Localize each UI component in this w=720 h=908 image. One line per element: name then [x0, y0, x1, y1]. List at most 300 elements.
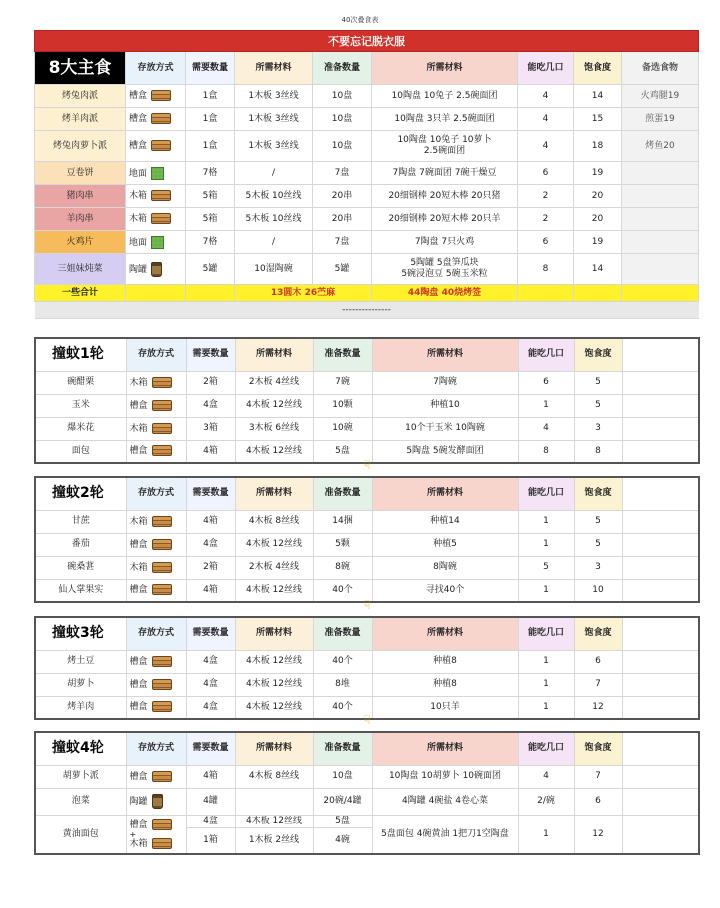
header-satiety: 饱食度 [574, 52, 622, 85]
food-name: 烤土豆 [35, 650, 126, 673]
jar-icon [152, 794, 163, 809]
blank-cell [622, 650, 699, 673]
satiety-value: 7 [574, 673, 622, 696]
materials: 1木板 3丝线 [235, 85, 313, 108]
food-name: 火鸡片 [35, 231, 126, 254]
table-row [35, 765, 699, 788]
satiety-value: 20 [574, 185, 622, 208]
crate-icon [151, 140, 171, 151]
materials [235, 788, 313, 815]
people-count: 8 [518, 440, 574, 463]
need-quantity: 5罐 [186, 254, 235, 285]
people-count: 1 [518, 650, 574, 673]
need-quantity: 1箱 [186, 827, 235, 854]
crate-icon [152, 819, 172, 830]
materials-2: 10陶盘 10胡萝卜 10碗面团 [372, 765, 518, 788]
prep-quantity: 14捆 [313, 510, 372, 533]
people-count: 1 [518, 696, 574, 719]
storage-label: 木箱 [129, 377, 148, 388]
satiety-value: 8 [574, 440, 622, 463]
header-store: 存放方式 [126, 338, 186, 371]
storage-label: 陶罐 [129, 797, 148, 807]
materials-2: 5盘面包 4碗黄油 1把刀1空陶盘 [372, 815, 518, 854]
satiety-value: 20 [574, 208, 622, 231]
header-alternative: 备选食物 [622, 52, 699, 85]
storage-method [126, 162, 186, 185]
satiety-value: 5 [574, 533, 622, 556]
table-row [35, 185, 699, 208]
alternative-food [622, 162, 699, 185]
alternative-food [622, 254, 699, 285]
materials: 1木板 3丝线 [235, 131, 313, 162]
materials: 1木板 2丝线 [235, 827, 313, 854]
materials-2: 7陶盘 7只火鸡 [372, 231, 518, 254]
food-name: 烤羊肉派 [35, 108, 126, 131]
materials: 5木板 10丝线 [235, 185, 313, 208]
header-store: 存放方式 [126, 732, 186, 765]
materials: 4木板 12丝线 [235, 394, 313, 417]
down-arrow-icon: ☟ [363, 713, 371, 727]
blank-cell [622, 617, 699, 650]
satiety-value: 15 [574, 108, 622, 131]
need-quantity: 2箱 [186, 371, 235, 394]
alternative-food: 煎蛋19 [622, 108, 699, 131]
food-name: 碗醋栗 [35, 371, 126, 394]
materials: 4木板 8丝线 [235, 765, 313, 788]
materials-2-line: 5陶罐 5盘笋瓜块 [410, 258, 479, 268]
crate-icon [152, 584, 172, 595]
materials: 5木板 10丝线 [235, 208, 313, 231]
satiety-value: 5 [574, 371, 622, 394]
prep-quantity: 10碗 [313, 417, 372, 440]
storage-label: 木箱 [129, 562, 148, 573]
food-name: 仙人掌果实 [35, 579, 126, 602]
storage-label: 槽盒 [129, 656, 148, 667]
crate-icon [152, 838, 172, 849]
food-name: 面包 [35, 440, 126, 463]
need-quantity: 4盒 [186, 696, 235, 719]
people-count: 6 [518, 162, 574, 185]
satiety-value: 12 [574, 696, 622, 719]
crate-icon [151, 113, 171, 124]
round-title: 撞蚊1轮 [35, 338, 126, 371]
table-row [35, 394, 699, 417]
people-count: 1 [518, 673, 574, 696]
header-prep: 准备数量 [313, 52, 372, 85]
materials-2: 8陶碗 [372, 556, 518, 579]
crate-icon [151, 90, 171, 101]
materials-2-line: 10陶盘 10兔子 10萝卜 [397, 135, 492, 145]
people-count: 1 [518, 394, 574, 417]
storage-method [126, 650, 186, 673]
plus-sign: + [129, 829, 137, 839]
materials-2: 种植14 [372, 510, 518, 533]
header-need: 需要数量 [186, 732, 235, 765]
storage-label: 槽盒 [129, 819, 148, 830]
materials: 2木板 4丝线 [235, 371, 313, 394]
prep-quantity: 5盘 [313, 815, 372, 827]
header-materials: 所需材料 [235, 338, 313, 371]
need-quantity: 5箱 [186, 185, 235, 208]
storage-label: 槽盒 [129, 400, 148, 411]
satiety-value: 14 [574, 85, 622, 108]
people-count: 5 [518, 556, 574, 579]
need-quantity: 4箱 [186, 440, 235, 463]
round-title: 撞蚊4轮 [35, 732, 126, 765]
storage-method [126, 579, 186, 602]
food-name: 爆米花 [35, 417, 126, 440]
header-people: 能吃几口 [518, 732, 574, 765]
table-row [35, 208, 699, 231]
prep-quantity: 10盘 [313, 108, 372, 131]
grass-icon [151, 236, 164, 249]
satiety-value: 7 [574, 765, 622, 788]
table-row [35, 673, 699, 696]
total-label: 一些合计 [35, 285, 126, 302]
satiety-value: 5 [574, 394, 622, 417]
storage-label: 槽盒 [129, 141, 148, 151]
main-food-title: 8大主食 [35, 52, 126, 85]
people-count: 1 [518, 815, 574, 854]
storage-label: 槽盒 [129, 771, 148, 782]
food-name: 胡萝卜派 [35, 765, 126, 788]
header-prep: 准备数量 [313, 338, 372, 371]
table-row [35, 650, 699, 673]
reminder-banner: 不要忘记脱衣服 [35, 31, 699, 52]
food-name: 玉米 [35, 394, 126, 417]
storage-method [126, 185, 186, 208]
materials-2 [372, 131, 518, 162]
header-need: 需要数量 [186, 338, 235, 371]
storage-label: 木箱 [129, 516, 148, 527]
need-quantity: 1盒 [186, 108, 235, 131]
header-store: 存放方式 [126, 477, 186, 510]
people-count: 2 [518, 208, 574, 231]
round-table-4 [34, 731, 700, 855]
food-name: 甘蔗 [35, 510, 126, 533]
storage-label: 陶罐 [129, 264, 148, 275]
storage-method [126, 788, 186, 815]
header-materials-2: 所需材料 [372, 52, 518, 85]
people-count: 4 [518, 765, 574, 788]
prep-quantity: 10颗 [313, 394, 372, 417]
storage-method [126, 815, 186, 854]
round-table-3 [34, 616, 700, 720]
materials-2: 4陶罐 4碗盐 4卷心菜 [372, 788, 518, 815]
header-satiety: 饱食度 [574, 732, 622, 765]
storage-label: 槽盒 [129, 114, 148, 124]
down-arrow-icon: ☟ [363, 598, 371, 612]
satiety-value: 12 [574, 815, 622, 854]
satiety-value: 6 [574, 650, 622, 673]
materials-2: 10个干玉米 10陶碗 [372, 417, 518, 440]
storage-label: 木箱 [129, 214, 148, 224]
crate-icon [152, 679, 172, 690]
materials: 4木板 12丝线 [235, 696, 313, 719]
storage-method [126, 696, 186, 719]
header-prep: 准备数量 [313, 732, 372, 765]
storage-method [126, 208, 186, 231]
need-quantity: 4箱 [186, 765, 235, 788]
prep-quantity: 40个 [313, 696, 372, 719]
storage-label: 槽盒 [129, 446, 148, 457]
header-materials-2: 所需材料 [372, 338, 518, 371]
food-name: 泡菜 [35, 788, 126, 815]
food-name: 猪肉串 [35, 185, 126, 208]
blank-cell [622, 510, 699, 533]
table-row [35, 788, 699, 815]
blank-cell [622, 338, 699, 371]
table-row [35, 533, 699, 556]
storage-label: 槽盒 [129, 585, 148, 596]
crate-icon [152, 516, 172, 527]
crate-icon [151, 190, 171, 201]
materials-2-line: 5碗浸泡豆 5碗玉米粒 [401, 269, 488, 279]
storage-method [126, 108, 186, 131]
people-count: 6 [518, 231, 574, 254]
need-quantity: 4盒 [186, 533, 235, 556]
table-row [35, 417, 699, 440]
header-people: 能吃几口 [518, 617, 574, 650]
materials: / [235, 231, 313, 254]
satiety-value: 3 [574, 417, 622, 440]
table-row [35, 162, 699, 185]
crate-icon [152, 445, 172, 456]
blank-cell [622, 371, 699, 394]
table-row [35, 371, 699, 394]
materials-2 [372, 254, 518, 285]
food-name: 番茄 [35, 533, 126, 556]
materials: 4木板 12丝线 [235, 533, 313, 556]
materials-2: 种植10 [372, 394, 518, 417]
header-satiety: 饱食度 [574, 338, 622, 371]
blank-cell [622, 394, 699, 417]
people-count: 1 [518, 533, 574, 556]
materials: 4木板 12丝线 [235, 440, 313, 463]
jar-icon [151, 262, 162, 277]
storage-label: 木箱 [129, 423, 148, 434]
prep-quantity: 7盘 [313, 162, 372, 185]
need-quantity: 2箱 [186, 556, 235, 579]
header-satiety: 饱食度 [574, 617, 622, 650]
alternative-food: 火鸡腿19 [622, 85, 699, 108]
people-count: 8 [518, 254, 574, 285]
header-materials-2: 所需材料 [372, 732, 518, 765]
need-quantity: 4箱 [186, 510, 235, 533]
prep-quantity: 20串 [313, 208, 372, 231]
blank-cell [622, 696, 699, 719]
people-count: 4 [518, 108, 574, 131]
blank-cell [622, 579, 699, 602]
storage-label: 地面 [129, 237, 148, 248]
round-table-1 [34, 337, 700, 464]
food-name: 烤兔肉派 [35, 85, 126, 108]
header-materials: 所需材料 [235, 52, 313, 85]
header-satiety: 饱食度 [574, 477, 622, 510]
blank-cell [622, 673, 699, 696]
prep-quantity: 8碗 [313, 556, 372, 579]
satiety-value: 10 [574, 579, 622, 602]
prep-quantity: 4碗 [313, 827, 372, 854]
storage-label: 槽盒 [129, 539, 148, 550]
need-quantity: 4箱 [186, 579, 235, 602]
blank-cell [622, 815, 699, 854]
materials-2: 7陶碗 [372, 371, 518, 394]
storage-method [126, 85, 186, 108]
prep-quantity: 20碗/4罐 [313, 788, 372, 815]
blank-cell [622, 417, 699, 440]
materials-2: 20细钢棒 20短木棒 20只猪 [372, 185, 518, 208]
header-people: 能吃几口 [518, 338, 574, 371]
need-quantity: 4盒 [186, 673, 235, 696]
storage-method [126, 673, 186, 696]
blank-cell [622, 556, 699, 579]
materials-2: 10陶盘 3只羊 2.5碗面团 [372, 108, 518, 131]
blank-cell [622, 533, 699, 556]
header-prep: 准备数量 [313, 477, 372, 510]
document-title: 40次叠食表 [341, 16, 379, 24]
header-prep: 准备数量 [313, 617, 372, 650]
satiety-value: 6 [574, 788, 622, 815]
header-need: 需要数量 [186, 52, 235, 85]
total-materials: 13圆木 26苎麻 [235, 285, 372, 302]
food-name: 羊肉串 [35, 208, 126, 231]
prep-quantity: 10盘 [313, 131, 372, 162]
blank-cell [622, 477, 699, 510]
prep-quantity: 5罐 [313, 254, 372, 285]
need-quantity: 1盒 [186, 131, 235, 162]
table-row [35, 556, 699, 579]
header-need: 需要数量 [186, 477, 235, 510]
materials: 2木板 4丝线 [235, 556, 313, 579]
food-name: 碗桑葚 [35, 556, 126, 579]
materials: 4木板 8丝线 [235, 510, 313, 533]
crate-icon [152, 377, 172, 388]
materials-2: 20细钢棒 20短木棒 20只羊 [372, 208, 518, 231]
satiety-value: 14 [574, 254, 622, 285]
food-name: 豆卷饼 [35, 162, 126, 185]
header-materials-2: 所需材料 [372, 477, 518, 510]
prep-quantity: 5盘 [313, 440, 372, 463]
crate-icon [152, 423, 172, 434]
alternative-food [622, 208, 699, 231]
need-quantity: 4盒 [186, 815, 235, 827]
storage-method [126, 231, 186, 254]
storage-method [126, 371, 186, 394]
storage-method [126, 556, 186, 579]
food-name: 烤羊肉 [35, 696, 126, 719]
food-name: 三姐妹炖菜 [35, 254, 126, 285]
storage-label: 木箱 [129, 838, 148, 849]
table-row [35, 815, 699, 827]
section-divider: --------------- [35, 302, 699, 319]
alternative-food: 烤鱼20 [622, 131, 699, 162]
storage-method [126, 440, 186, 463]
satiety-value: 3 [574, 556, 622, 579]
materials: / [235, 162, 313, 185]
need-quantity: 4盒 [186, 394, 235, 417]
storage-method [126, 417, 186, 440]
people-count: 4 [518, 85, 574, 108]
header-store: 存放方式 [126, 617, 186, 650]
table-row [35, 131, 699, 162]
materials: 3木板 6丝线 [235, 417, 313, 440]
people-count: 1 [518, 510, 574, 533]
round-title: 撞蚊3轮 [35, 617, 126, 650]
people-count: 6 [518, 371, 574, 394]
header-materials: 所需材料 [235, 477, 313, 510]
food-name: 黄油面包 [35, 815, 126, 854]
storage-label: 槽盒 [129, 91, 148, 101]
need-quantity: 7格 [186, 162, 235, 185]
blank-cell [622, 788, 699, 815]
total-materials-2: 44陶盘 40烧烤签 [372, 285, 518, 302]
materials: 10湿陶碗 [235, 254, 313, 285]
people-count: 4 [518, 131, 574, 162]
grass-icon [151, 167, 164, 180]
storage-label: 地面 [129, 168, 148, 179]
storage-method [126, 131, 186, 162]
prep-quantity: 8堆 [313, 673, 372, 696]
crate-icon [152, 656, 172, 667]
storage-label: 槽盒 [129, 702, 148, 713]
blank-cell [622, 440, 699, 463]
storage-method [126, 254, 186, 285]
prep-quantity: 10盘 [313, 765, 372, 788]
satiety-value: 19 [574, 231, 622, 254]
prep-quantity: 40个 [313, 650, 372, 673]
table-row [35, 108, 699, 131]
prep-quantity: 10盘 [313, 85, 372, 108]
materials-2: 7陶盘 7碗面团 7碗干燥豆 [372, 162, 518, 185]
crate-icon [152, 539, 172, 550]
satiety-value: 5 [574, 510, 622, 533]
materials: 4木板 12丝线 [235, 650, 313, 673]
down-arrow-icon: ☟ [363, 458, 371, 472]
need-quantity: 5箱 [186, 208, 235, 231]
header-materials: 所需材料 [235, 617, 313, 650]
people-count: 2/碗 [518, 788, 574, 815]
storage-method [126, 394, 186, 417]
main-food-table [34, 30, 699, 319]
table-row [35, 254, 699, 285]
crate-icon [152, 771, 172, 782]
storage-method [126, 765, 186, 788]
storage-method [126, 510, 186, 533]
prep-quantity: 7盘 [313, 231, 372, 254]
materials-2: 种植8 [372, 650, 518, 673]
prep-quantity: 40个 [313, 579, 372, 602]
prep-quantity: 20串 [313, 185, 372, 208]
alternative-food [622, 231, 699, 254]
materials-2: 种植5 [372, 533, 518, 556]
round-table-2 [34, 476, 700, 603]
crate-icon [152, 400, 172, 411]
table-row [35, 231, 699, 254]
satiety-value: 19 [574, 162, 622, 185]
round-title: 撞蚊2轮 [35, 477, 126, 510]
header-need: 需要数量 [186, 617, 235, 650]
materials-2: 5陶盘 5碗发酵面团 [372, 440, 518, 463]
table-row [35, 510, 699, 533]
people-count: 4 [518, 417, 574, 440]
need-quantity: 3箱 [186, 417, 235, 440]
materials: 4木板 12丝线 [235, 579, 313, 602]
materials-2: 10陶盘 10兔子 2.5碗面团 [372, 85, 518, 108]
blank-cell [622, 765, 699, 788]
header-store: 存放方式 [126, 52, 186, 85]
need-quantity: 4罐 [186, 788, 235, 815]
